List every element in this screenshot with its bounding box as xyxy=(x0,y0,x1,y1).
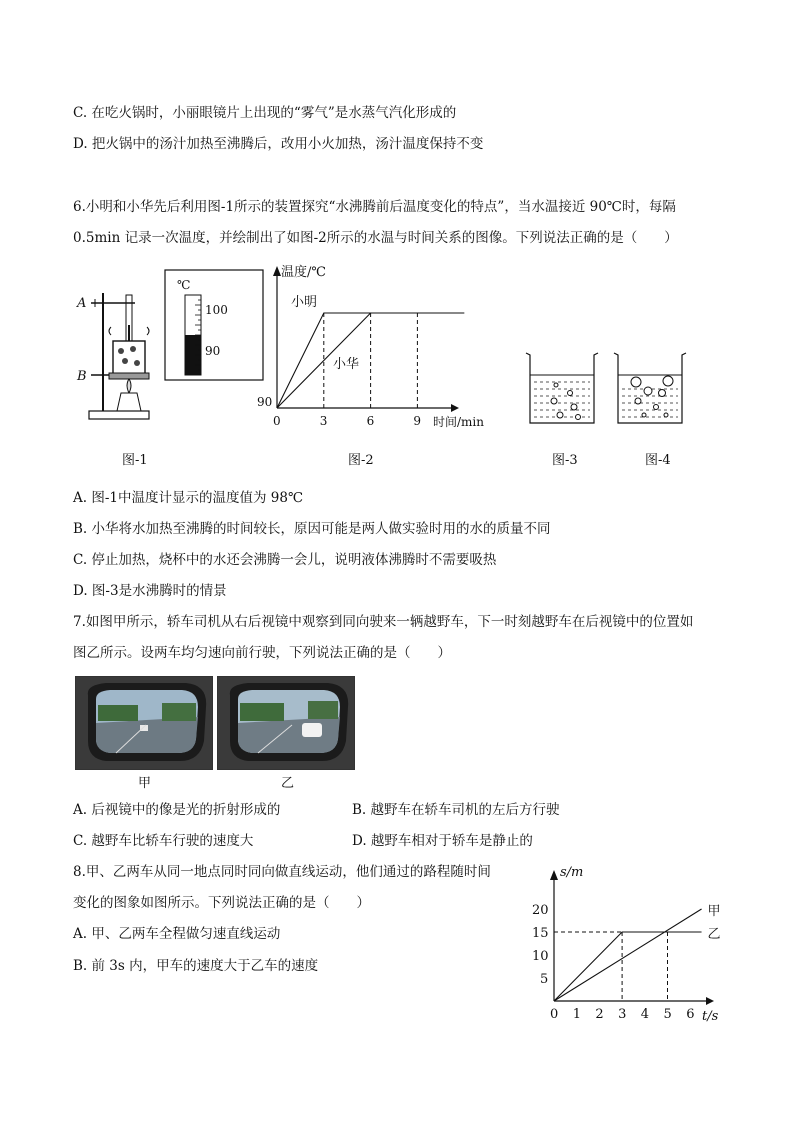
chart2-series-line xyxy=(554,932,702,1001)
chart2-x-tick-label: 5 xyxy=(663,1007,672,1022)
fig1-tick-90: 90 xyxy=(205,344,221,358)
fig1-unit-label: ℃ xyxy=(177,278,191,292)
chart1-x-tick-label: 9 xyxy=(413,414,422,428)
fig1-caption: 图-1 xyxy=(122,453,148,468)
q5-option-c: C. 在吃火锅时，小丽眼镜片上出现的“雾气”是水蒸气汽化形成的 xyxy=(73,105,457,121)
chart2-y-arrow xyxy=(550,870,558,880)
chart1-ylabel: 温度/℃ xyxy=(281,265,326,280)
chart1-x-tick-label: 3 xyxy=(319,414,328,428)
chart1-x-arrow xyxy=(451,404,459,412)
q7-option-d: D. 越野车相对于轿车是静止的 xyxy=(352,833,533,849)
q7-option-a: A. 后视镜中的像是光的折射形成的 xyxy=(73,802,281,818)
fig1-label-b: B xyxy=(77,369,87,384)
q7-stem-line-2: 图乙所示。设两车均匀速向前行驶，下列说法正确的是（ ） xyxy=(73,645,451,661)
chart2-y-tick-label: 5 xyxy=(540,972,549,987)
q5-option-d: D. 把火锅中的汤汁加热至沸腾后，改用小火加热，汤汁温度保持不变 xyxy=(73,136,484,152)
q6-stem-line-2: 0.5min 记录一次温度，并绘制出了如图-2所示的水温与时间关系的图像。下列说法正确的是（ ） xyxy=(73,230,678,246)
chart1-xlabel: 时间/min xyxy=(433,415,484,429)
fig2-caption: 图-2 xyxy=(348,453,374,468)
q6-stem-line-1: 6.小明和小华先后利用图-1所示的装置探究“水沸腾前后温度变化的特点”，当水温接近 90℃时，每隔 xyxy=(73,199,676,215)
fig3-beaker xyxy=(520,345,602,427)
chart1-series-label: 小华 xyxy=(333,357,360,372)
chart2-x-tick-label: 2 xyxy=(595,1007,604,1022)
chart2-x-tick-label: 6 xyxy=(686,1007,695,1022)
q8-stem-line-2: 变化的图象如图所示。下列说法正确的是（ ） xyxy=(73,895,370,911)
q6-option-b: B. 小华将水加热至沸腾的时间较长，原因可能是两人做实验时用的水的质量不同 xyxy=(73,521,551,537)
chart2-y-tick-label: 10 xyxy=(532,949,549,964)
photo-yi-caption: 乙 xyxy=(281,776,295,791)
chart1-x-tick-label: 6 xyxy=(366,414,375,428)
chart2-x-tick-label: 1 xyxy=(572,1007,581,1022)
q8-option-b: B. 前 3s 内，甲车的速度大于乙车的速度 xyxy=(73,958,319,974)
fig2-temperature-chart xyxy=(255,258,500,433)
q7-stem-line-1: 7.如图甲所示，轿车司机从右后视镜中观察到同向驶来一辆越野车，下一时刻越野车在后视镜中的位置如 xyxy=(73,614,694,630)
chart2-series-line xyxy=(554,909,702,1001)
chart2-x-arrow xyxy=(706,997,714,1005)
fig3-caption: 图-3 xyxy=(552,453,578,468)
chart2-y-tick-label: 15 xyxy=(532,926,549,941)
chart1-series-label: 小明 xyxy=(291,295,318,310)
fig4-beaker xyxy=(608,345,690,427)
q8-option-a: A. 甲、乙两车全程做匀速直线运动 xyxy=(73,926,281,942)
q8-stem-line-1: 8.甲、乙两车从同一地点同时同向做直线运动，他们通过的路程随时间 xyxy=(73,864,491,880)
chart2-series-label: 甲 xyxy=(707,904,721,919)
q6-option-d: D. 图-3是水沸腾时的情景 xyxy=(73,583,227,599)
fig1-apparatus xyxy=(75,265,265,435)
q7-option-b: B. 越野车在轿车司机的左后方行驶 xyxy=(352,802,560,818)
photo-mirror-jia xyxy=(75,676,213,770)
q6-option-c: C. 停止加热，烧杯中的水还会沸腾一会儿，说明液体沸腾时不需要吸热 xyxy=(73,552,497,568)
chart2-x-tick-label: 0 xyxy=(550,1007,559,1022)
chart2-x-tick-label: 4 xyxy=(640,1007,650,1022)
q7-option-c: C. 越野车比轿车行驶的速度大 xyxy=(73,833,254,849)
chart2-xlabel: t/s xyxy=(702,1009,719,1024)
chart1-x-tick-label: 0 xyxy=(273,414,281,428)
chart1-y-tick-label: 90 xyxy=(257,395,273,409)
q6-option-a: A. 图-1中温度计显示的温度值为 98℃ xyxy=(73,490,304,506)
fig1-tick-100: 100 xyxy=(205,303,228,317)
chart2-ylabel: s/m xyxy=(560,865,584,880)
chart2-y-tick-label: 20 xyxy=(532,903,549,918)
q8-st-chart xyxy=(520,856,730,1026)
fig4-caption: 图-4 xyxy=(645,453,671,468)
chart1-y-arrow xyxy=(273,266,281,276)
chart2-x-tick-label: 3 xyxy=(618,1007,627,1022)
chart2-series-label: 乙 xyxy=(707,927,721,942)
photo-jia-caption: 甲 xyxy=(138,776,152,791)
photo-mirror-yi xyxy=(217,676,355,770)
fig1-label-a: A xyxy=(77,296,87,311)
